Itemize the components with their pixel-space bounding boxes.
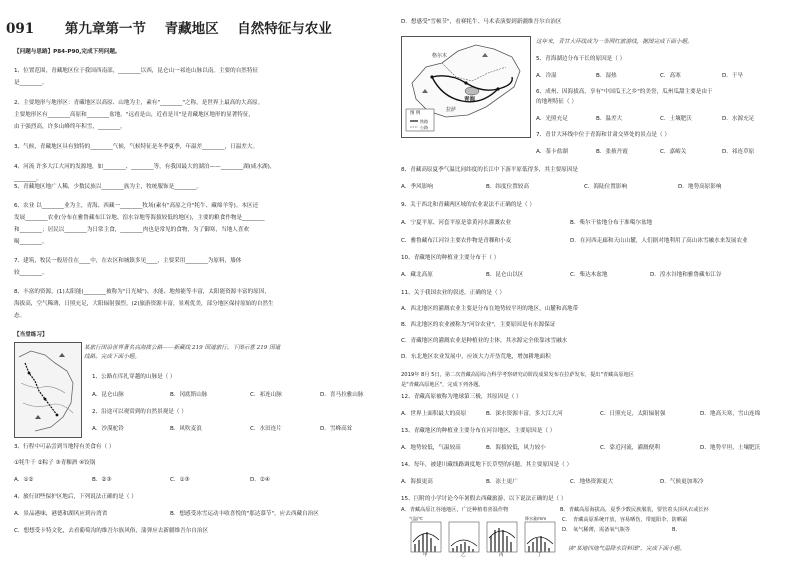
practice-heading: 【当堂练习】 xyxy=(14,332,48,338)
lq3-stem: 3、行程中可品尝到当地特有美食有（ ） xyxy=(14,444,115,450)
q5-opt-d[interactable]: D．干旱 xyxy=(722,73,744,79)
lq1-opt-b[interactable]: B．冈底斯山脉 xyxy=(170,392,208,398)
q6-opt-a[interactable]: A．光照充足 xyxy=(536,116,568,122)
topic-label: 自然特征与农业 xyxy=(237,21,332,37)
q6-stem-1: 6、成州、因海拔高，享有"中国瓜王之乡"的美誉，瓜州瓜甜主要是由于 xyxy=(536,89,713,95)
chart-name-bing: 丙 xyxy=(499,553,504,558)
lq4-stem: 4、旅行团些保护区地后，下列说法正确的是（ ） xyxy=(14,494,137,500)
q2-line3: 由于强烈高，许多山峰终年积雪，________。 xyxy=(14,124,126,130)
q10-opt-c[interactable]: C．柴达木盆地 xyxy=(570,272,608,278)
lq2-opt-d[interactable]: D．雪峰高耸 xyxy=(320,426,353,432)
q6-stem-2: 的地理特征（ ） xyxy=(536,99,577,105)
q2-line2: 主要地形区有________高原和________盆地。"远看是山，近看是川"是青藏地区地形的显著特征， xyxy=(14,112,255,118)
note-opt-b-marker[interactable]: B. xyxy=(672,527,678,533)
q8-opt-c[interactable]: C．海陆位置影响 xyxy=(584,184,628,190)
q11-opt-d[interactable]: D．东北地区农业发展中，应该大力开垦荒地，增加耕地面积 xyxy=(401,354,551,360)
q13-stem: 13、青藏地区的种植业主要分布在河谷地区，主要原因是（ ） xyxy=(401,428,556,434)
q14-stem: 14、每年，被建川藏线路调度地下长草型的问题。其主要原因是（ ） xyxy=(401,462,573,468)
q8-opt-b[interactable]: B．纬度位置较高 xyxy=(486,184,529,190)
note-sunburn: 青藏高原系统开放，容易晒伤，带遮阳伞、防晒霜 xyxy=(573,517,688,523)
climate-caption: 读"某地四地气温降水资料图"，完成下面小题。 xyxy=(568,546,686,552)
q9-opt-b[interactable]: B．柴尔干盐地分布于准噶尔盆地 xyxy=(570,220,653,226)
q8-line3: 态。 xyxy=(14,313,26,319)
q1-line1: 1、位置范围，青藏地区位于我国西南部，________以西，昆仑山一祁连山脉以南。主要的自然特征 xyxy=(14,68,259,74)
q13-opt-b[interactable]: B．海拔较低，风力较小 xyxy=(486,445,546,451)
q6-line1: 6、农业 以________业为主，青海、西藏一________牧场(素有"高原之舟"牦牛、藏绵羊等)。本区还 xyxy=(14,203,259,209)
chart-name-yi: 乙 xyxy=(461,553,466,558)
q8-opt-d[interactable]: D．地势高原影响 xyxy=(678,184,722,190)
note-oxygen: 氧气稀薄，需备氧气瓶等 xyxy=(573,527,631,533)
lq1-opt-d[interactable]: D．喜马拉雅山脉 xyxy=(320,392,364,398)
lq2-opt-a[interactable]: A．沙漠驼铃 xyxy=(92,426,124,432)
q6-line2: 发展________农业(分布在雅鲁藏布江谷地、湟水谷地等海拔较低的地区)，主要的粮食作物是________ xyxy=(14,215,265,221)
q12-opt-b[interactable]: B．深水资源丰富，多大江大河 xyxy=(486,411,563,417)
q3-line: 3、气候，青藏地区具有独特的________气候，气候特征是冬季夏季，年温差________，日温差大。 xyxy=(14,144,259,150)
q13-opt-c[interactable]: C．靠近河流，灌溉便利 xyxy=(600,445,660,451)
q10-opt-b[interactable]: B．昆仑山以区 xyxy=(486,272,524,278)
climate-charts xyxy=(405,516,568,559)
road-219-caption-2: 线路。完成下面小题。 xyxy=(84,354,140,360)
map-legend-rail: 铁路 xyxy=(420,119,428,124)
lesson-number: 091 xyxy=(6,21,35,37)
q13-opt-d[interactable]: D．地势平坦，土壤肥沃 xyxy=(700,445,761,451)
q11-opt-c[interactable]: C．青藏地区的灌溉农业是种植业的主体，其水源完全依靠冰雪融水 xyxy=(401,338,568,344)
q8-opt-a[interactable]: A．季风影响 xyxy=(401,184,433,190)
q11-opt-b[interactable]: B．西北地区的农业被称为"河谷农业"，主要原因是有水源保证 xyxy=(401,322,556,328)
q7-opt-a[interactable]: A．茶卡盐湖 xyxy=(536,149,568,155)
lq4-opt-a[interactable]: A．景品港味，港德和湖风应到台湾省 xyxy=(14,511,108,517)
q9-opt-c[interactable]: C．雅鲁藏布江河谷主要农作物是青稞和小麦 xyxy=(401,238,512,244)
q12-opt-d[interactable]: D．地高天寒，雪山连绵 xyxy=(700,411,761,417)
q12-opt-a[interactable]: A．世界上面积最大的高原 xyxy=(401,411,467,417)
q5-opt-c[interactable]: C．高寒 xyxy=(660,73,681,79)
q8-stem: 8、青藏高原夏季气温比同纬度的长江中下游平原低得多，其主要原因是 xyxy=(401,167,578,173)
q7-opt-d[interactable]: D．祁连草原 xyxy=(722,149,755,155)
q8-line1: 8、丰富的资源，(1)太阳能(________被称为"日光城")、水能、地热能等丰富，太阳能资源丰富的原因， xyxy=(14,289,270,295)
lq2-opt-c[interactable]: C．水田连片 xyxy=(250,426,282,432)
q6-opt-c[interactable]: C．土壤肥沃 xyxy=(660,116,692,122)
road-219-map xyxy=(14,342,82,438)
q14-opt-d[interactable]: D．气候更加寒冷 xyxy=(660,479,704,485)
q4-line2: ________。 xyxy=(14,176,42,182)
q6-opt-d[interactable]: D．水源充足 xyxy=(722,116,755,122)
q5-stem: 5、青海湖边分布干长的原因是（ ） xyxy=(536,56,626,62)
lq4-opt-c[interactable]: C．想想受卡特文化，去看葡萄沟的维吾尔族风俗，蒲弹应去新疆维吾尔自治区 xyxy=(14,528,209,534)
context-paragraph-2: 是"青藏高原地区"，完成下列各题。 xyxy=(401,382,484,388)
q14-opt-a[interactable]: A．海拔更高 xyxy=(401,479,433,485)
q5-opt-a[interactable]: A．冷湿 xyxy=(536,73,557,79)
q14-opt-c[interactable]: C．地热资源更大 xyxy=(570,479,614,485)
region-label: 青藏地区 xyxy=(164,21,219,37)
road-219-caption-1: 某旅行团沿世界著名高海拔公路——新藏线 219 国道旅行。下图示意 219 国道 xyxy=(84,345,281,351)
lq4-opt-b[interactable]: B．想感受冰雪运动丰收喜悦的"那达慕节"，应去西藏自治区 xyxy=(170,511,319,517)
q7-line1: 7、建筑，牧民一般居住在____中，在农区和城镇多见____，主要采用________为原料，墙体 xyxy=(14,258,242,264)
chapter-label: 第九章第一节 xyxy=(64,21,146,37)
q6-line4: 喝________。 xyxy=(14,239,48,245)
q11-opt-a[interactable]: A．西北地区的灌溉农业主要是分布在地势较平坦的地区，山麓和高地带 xyxy=(401,306,579,312)
q5-opt-b[interactable]: B．湿热 xyxy=(596,73,617,79)
q15-opt-b[interactable]: B．青藏高原海拔高，夏季少数民族服装，要管着头顶风衣或长衫 xyxy=(560,507,709,513)
note-opt-c-marker[interactable]: C. xyxy=(562,517,568,523)
q9-opt-a[interactable]: A．宁夏平原、河套平原是靠黄河水灌溉农业 xyxy=(401,220,512,226)
lq3-opt-c[interactable]: C．①③ xyxy=(170,477,190,483)
chart-precip-label: 降水量/mm xyxy=(525,516,547,521)
q15-opt-a[interactable]: A．青藏高原江谷地地区，广泛种植着喜温作物 xyxy=(401,507,509,513)
q13-opt-a[interactable]: A．地势较低，气温较高 xyxy=(401,445,461,451)
lq4-opt-d[interactable]: D．想感受"雪顿节"，看赛牦牛、马术表演要到新疆维吾尔自治区 xyxy=(401,19,562,25)
lq1-stem: 1、公路在库扎穿越的山脉是（ ） xyxy=(92,374,176,380)
context-paragraph-1: 2019年 8月 5日，第二次青藏高原综合科学考察研究动阶段成果发布在拉萨发布，提出"青藏高原地区 xyxy=(401,372,634,378)
q10-opt-a[interactable]: A．藏北高原 xyxy=(401,272,433,278)
q1-line2: 是________。 xyxy=(14,80,48,86)
lq2-opt-b[interactable]: B．风吹麦浪 xyxy=(170,426,202,432)
lq3-opt-b[interactable]: B．②③ xyxy=(92,477,112,483)
lq1-opt-a[interactable]: A．昆仑山脉 xyxy=(92,392,124,398)
q6-line3: 和________；居民以________为日常主食，________肉也是常见的食物，为了御寒，当地人喜欢 xyxy=(14,227,249,233)
q9-opt-d[interactable]: D．在河西走廊和天山山麓，人们据对地利用了高山冰雪融水来发展农业 xyxy=(570,238,748,244)
guide-heading: 【问题与思路】P84-P90,完成下列问题。 xyxy=(14,49,121,55)
q12-opt-c[interactable]: C．日照充足，太阳辐射强 xyxy=(600,411,666,417)
lq1-opt-c[interactable]: C．祁连山脉 xyxy=(250,392,282,398)
note-opt-d-marker[interactable]: D. xyxy=(562,527,568,533)
q10-opt-d[interactable]: D．湟水谷地和雅鲁藏布江谷 xyxy=(650,272,722,278)
page-title xyxy=(6,17,332,37)
map-legend-title: 图 例 xyxy=(410,111,421,116)
chart-temp-label: 气温/℃ xyxy=(409,516,423,521)
q9-stem: 9、关于西北和青藏两区域的农业说法不正确的是（ ） xyxy=(401,202,535,208)
lq2-stem: 2、沿途可以观赏到的自然景观是（ ） xyxy=(92,409,187,415)
lq3-items: ①牦牛干 ②粽子 ③青稞酒 ④饺锅 xyxy=(14,460,96,466)
chart-name-jia: 甲 xyxy=(423,553,428,558)
lq3-opt-d[interactable]: D．②④ xyxy=(250,477,270,483)
q4-line1: 4、河流 许多大江大河的发源地，如________、________等，有我国最大的湖泊——________湖(咸水湖)， xyxy=(14,164,276,170)
q7-stem: 7、青甘大环线中位于青海和甘肃交界处的景点是（ ） xyxy=(536,132,670,138)
q8-line2: 海拔高，空气稀薄，日照充足，大阳辐射强烈。(2)旅游资源丰富，景观优美，部分地区保持原始的自然生 xyxy=(14,301,274,307)
map-city-lasa: 拉萨 xyxy=(446,107,457,113)
map-legend-road: 公路 xyxy=(420,125,428,130)
qinghai-gansu-map xyxy=(401,36,531,138)
map-prov-qinghai: 青海 xyxy=(464,97,476,103)
q5-line: 5、青藏地区地广人稀，少数民族以________族为主，牧统服饰是________。 xyxy=(14,184,203,190)
q7-line2: 较________。 xyxy=(14,270,48,276)
q14-opt-b[interactable]: B．冻土更广 xyxy=(486,479,518,485)
q2-line1: 2、主要地形与地形区：青藏地区以高原、山地为主，素有"________"之称，是世界上最高的大高原。 xyxy=(14,100,264,106)
q6-opt-b[interactable]: B．温差大 xyxy=(596,116,623,122)
q7-opt-b[interactable]: B．张掖丹霞 xyxy=(596,149,628,155)
road-219-map-graphic xyxy=(15,343,81,437)
q11-stem: 11、关于我国农业的叙述，正确的是（ ） xyxy=(401,290,505,296)
q10-stem: 10、青藏地区的种植业主要分布于（ ） xyxy=(401,255,500,261)
lq3-opt-a[interactable]: A．①② xyxy=(14,477,34,483)
loop-caption: 这年来，青甘大环线成为一条网红旅游线，据图完成下面小题。 xyxy=(536,39,693,45)
chart-name-ding: 丁 xyxy=(537,553,542,558)
q15-stem: 15、巨附的小学讨论今年暑假去西藏旅游，以下说法正确的是（ ） xyxy=(401,496,567,502)
map-city-geermu: 格尔木 xyxy=(432,53,448,59)
q7-opt-c[interactable]: C．嘉峪关 xyxy=(660,149,687,155)
q12-stem: 12、青藏高原被称为地球第三极，其原因是（ ） xyxy=(401,394,522,400)
